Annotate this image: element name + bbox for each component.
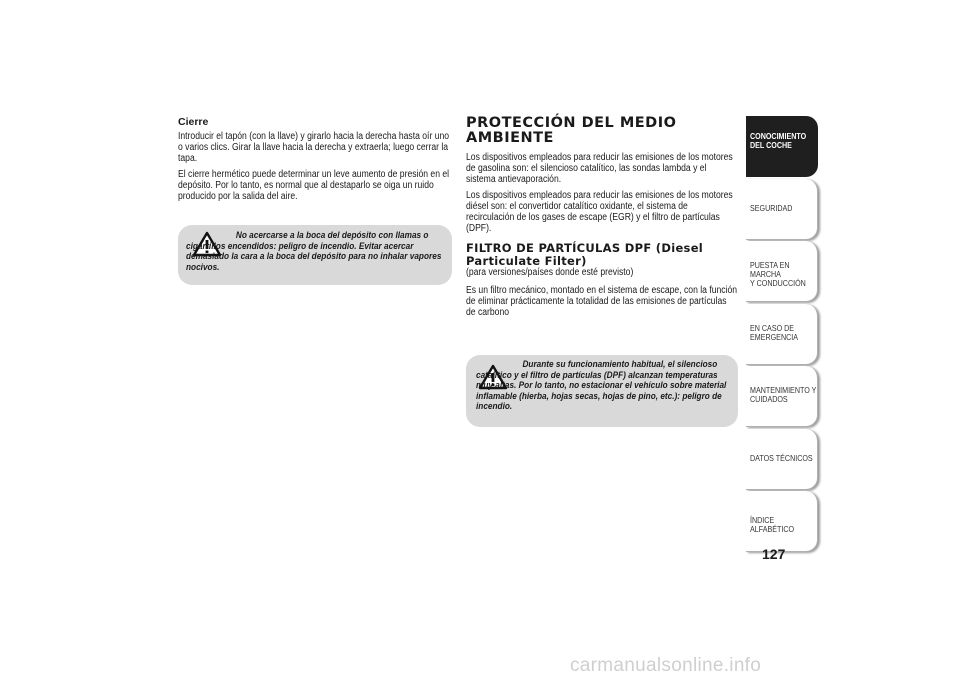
tab-label: DATOS TÉCNICOS bbox=[750, 452, 813, 463]
left-column bbox=[178, 116, 452, 206]
chapter-tabs bbox=[746, 116, 818, 554]
tab-label: PUESTA EN MARCHA Y CONDUCCIÓN bbox=[750, 260, 806, 288]
warning-text: Durante su funcionamiento habitual, el silencioso catalítico y el filtro de partículas (DPF) alcanzan temperaturas muy altas. Por lo tanto, no estacionar el vehículo sobre material inflamable (hierba, hojas secas, hojas de pino, etc.): peligro de incendio. bbox=[476, 359, 727, 413]
paragraph: Los dispositivos empleados para reducir las emisiones de los motores de gasolina son: el silencioso catalítico, las sondas lambda y el sistema antievaporación. bbox=[466, 152, 733, 186]
tab-puesta-en-marcha[interactable] bbox=[746, 241, 818, 302]
tab-en-caso-de-emergencia[interactable] bbox=[746, 304, 818, 365]
paragraph: Introducir el tapón (con la llave) y girarlo hacia la derecha hasta oír uno o varios clics. Girar la llave hacia la derecha y extraerla; luego cerrar la tapa. bbox=[178, 131, 450, 165]
paragraph: Es un filtro mecánico, montado en el sistema de escape, con la función de eliminar prácticamente la totalidad de las emisiones de partículas de carbono bbox=[466, 284, 738, 319]
tab-conocimiento-del-coche[interactable] bbox=[746, 116, 818, 177]
section-subheading: Cierre bbox=[178, 116, 209, 128]
tab-label: EN CASO DE EMERGENCIA bbox=[750, 322, 799, 342]
warning-box bbox=[466, 355, 738, 427]
tab-label: MANTENIMIENTO Y CUIDADOS bbox=[750, 385, 817, 404]
tab-label: ÍNDICE ALFABÉTICO bbox=[750, 515, 795, 534]
warning-text: No acercarse a la boca del depósito con llamas o cigarrillos encendidos: peligro de incendio. Evitar acercar demasiado la cara a la boca del depósito para no inhalar vapores nocivos. bbox=[186, 230, 442, 273]
tab-datos-tecnicos[interactable] bbox=[746, 429, 818, 490]
tab-indice-alfabetico[interactable] bbox=[746, 491, 818, 552]
page-number: 127 bbox=[762, 546, 786, 562]
warning-box bbox=[178, 225, 452, 285]
watermark: carmanualsonline.info bbox=[570, 655, 762, 676]
paragraph: Los dispositivos empleados para reducir las emisiones de los motores diésel son: el convertidor catalítico oxidante, el sistema de recirculación de los gases de escape (EGR) y el filtro de partículas (DPF). bbox=[466, 189, 733, 235]
tab-label: CONOCIMIENTO DEL COCHE bbox=[750, 131, 807, 150]
tab-seguridad[interactable] bbox=[746, 179, 818, 240]
tab-label: SEGURIDAD bbox=[750, 202, 793, 213]
version-note: (para versiones/países donde esté previsto) bbox=[466, 267, 634, 279]
section-heading: FILTRO DE PARTÍCULAS DPF (Diesel Particulate Filter) bbox=[466, 241, 704, 268]
paragraph: El cierre hermético puede determinar un leve aumento de presión en el depósito. Por lo tanto, es normal que al destaparlo se oiga un ruido producido por la salida del aire. bbox=[178, 168, 450, 203]
section-heading: PROTECCIÓN DEL MEDIO AMBIENTE bbox=[466, 115, 677, 146]
tab-mantenimiento-y-cuidados[interactable] bbox=[746, 366, 818, 427]
right-column bbox=[466, 116, 738, 322]
